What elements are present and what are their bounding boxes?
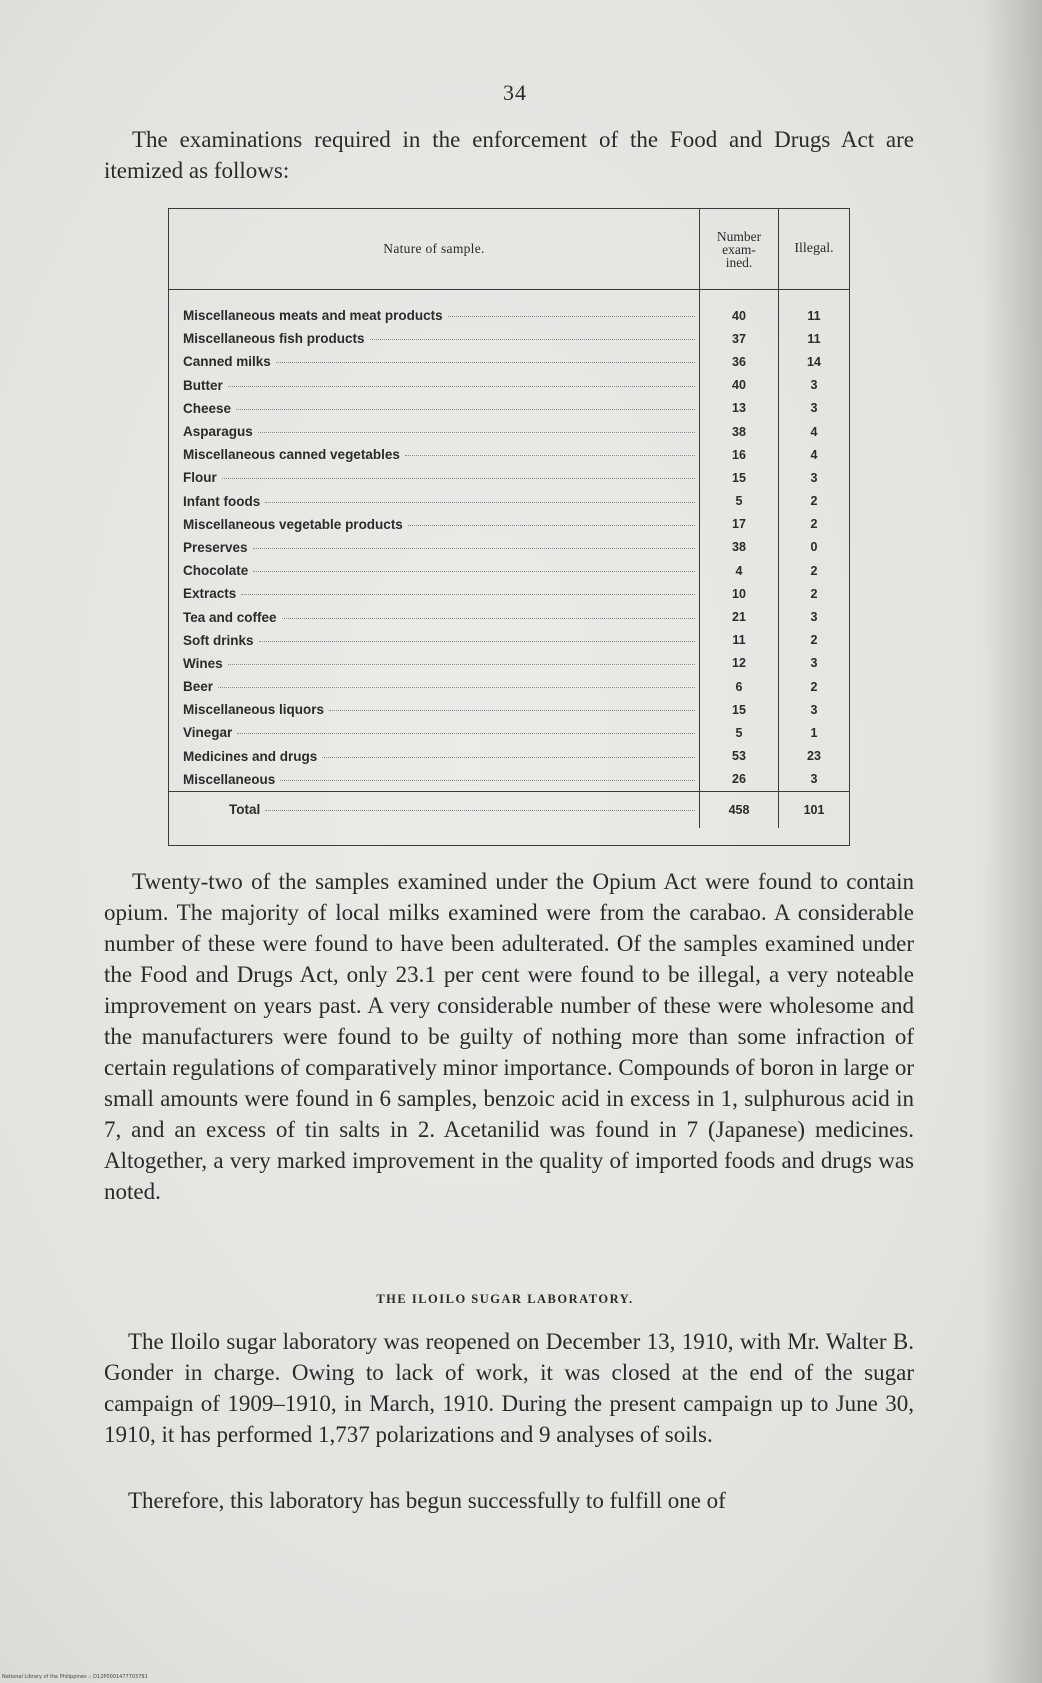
dot-leader	[448, 316, 695, 317]
number-examined-cell: 38	[700, 420, 779, 443]
illegal-cell: 2	[779, 582, 850, 605]
intro-paragraph: The examinations required in the enforcement of the Food and Drugs Act are itemized as follows:	[104, 127, 914, 183]
header-number-examined	[700, 209, 779, 290]
sample-name-cell	[169, 374, 700, 397]
number-examined-cell: 15	[700, 698, 779, 721]
illegal-cell: 2	[779, 675, 850, 698]
dot-leader	[265, 502, 695, 503]
sample-name: Flour	[183, 470, 217, 486]
sample-name-cell	[169, 629, 700, 652]
dot-leader	[370, 339, 695, 340]
number-examined-cell: 40	[700, 374, 779, 397]
sample-name-cell	[169, 397, 700, 420]
dot-leader	[408, 525, 695, 526]
table-row	[169, 721, 849, 744]
dot-leader	[218, 687, 695, 688]
total-label: Total	[229, 802, 261, 818]
table-row	[169, 536, 849, 559]
number-examined-cell: 37	[700, 327, 779, 350]
opium-act-paragraph: Twenty-two of the samples examined under the Opium Act were found to contain opium. The majority of local milks examined were from the carabao. A considerable number of these were found to have been adulterated. Of the samples examined under the Food and Drugs Act, only 23.1 per cent were found to be illegal, a very noteable improvement on years past. A very considerable number of these were wholesome and the manufacturers were found to be guilty of nothing more than some infraction of certain regulations of comparatively minor importance. Compounds of boron in large or small amounts were found in 6 samples, benzoic acid in excess in 1, sulphurous acid in 7, and an excess of tin salts in 2. Acetanilid was found in 7 (Japanese) medicines. Altogether, a very marked improvement in the quality of imported foods and drugs was noted.	[104, 869, 914, 1204]
number-examined-cell: 12	[700, 652, 779, 675]
sample-name-cell	[169, 443, 700, 466]
sample-name-cell	[169, 745, 700, 768]
illegal-cell: 1	[779, 721, 850, 744]
sample-name: Extracts	[183, 586, 237, 602]
illegal-cell: 3	[779, 397, 850, 420]
total-number: 458	[700, 791, 779, 828]
archive-footer-tag: National Library of the Philippines :: D12P0001477703791	[2, 1674, 148, 1680]
illegal-cell: 2	[779, 629, 850, 652]
number-examined-cell: 5	[700, 721, 779, 744]
dot-leader	[258, 432, 695, 433]
total-illegal: 101	[779, 791, 850, 828]
dot-leader	[322, 757, 695, 758]
dot-leader	[228, 386, 695, 387]
number-examined-cell: 5	[700, 490, 779, 513]
illegal-cell: 11	[779, 290, 850, 328]
table-row	[169, 559, 849, 582]
header-illegal: Illegal.	[779, 209, 850, 290]
number-examined-cell: 40	[700, 290, 779, 328]
dot-leader	[265, 810, 695, 811]
sample-name: Butter	[183, 377, 223, 393]
dot-leader	[405, 455, 695, 456]
table-header-row	[169, 209, 849, 290]
dot-leader	[329, 710, 695, 711]
sample-name-cell	[169, 721, 700, 744]
header-nature-of-sample: Nature of sample.	[169, 209, 700, 290]
sample-name-cell	[169, 559, 700, 582]
sample-name-cell	[169, 768, 700, 792]
sample-name: Miscellaneous	[183, 771, 276, 787]
dot-leader	[253, 548, 695, 549]
sample-name-cell	[169, 290, 700, 328]
total-label-cell	[169, 791, 700, 828]
table-row	[169, 490, 849, 513]
table-row	[169, 443, 849, 466]
sample-name: Beer	[183, 679, 214, 695]
sample-name-cell	[169, 327, 700, 350]
number-examined-cell: 13	[700, 397, 779, 420]
illegal-cell: 3	[779, 466, 850, 489]
dot-leader	[282, 618, 695, 619]
sample-name-cell	[169, 652, 700, 675]
sample-name: Chocolate	[183, 563, 249, 579]
page-edge-shadow	[982, 0, 1042, 1683]
header-number-examined-label: Number exam- ined.	[716, 228, 762, 270]
dot-leader	[237, 733, 695, 734]
sample-name: Wines	[183, 655, 223, 671]
table-row	[169, 350, 849, 373]
illegal-cell: 3	[779, 652, 850, 675]
number-examined-cell: 6	[700, 675, 779, 698]
illegal-cell: 3	[779, 768, 850, 792]
illegal-cell: 2	[779, 559, 850, 582]
dot-leader	[222, 478, 695, 479]
table-row	[169, 420, 849, 443]
table-row	[169, 675, 849, 698]
table-row	[169, 652, 849, 675]
examinations-table	[168, 208, 850, 846]
illegal-cell: 0	[779, 536, 850, 559]
number-examined-cell: 53	[700, 745, 779, 768]
sample-name: Preserves	[183, 539, 248, 555]
table-row	[169, 290, 849, 328]
number-examined-cell: 38	[700, 536, 779, 559]
sample-name: Medicines and drugs	[183, 748, 318, 764]
illegal-cell: 2	[779, 513, 850, 536]
table-row	[169, 582, 849, 605]
sample-name: Cheese	[183, 400, 232, 416]
illegal-cell: 4	[779, 443, 850, 466]
illegal-cell: 4	[779, 420, 850, 443]
dot-leader	[228, 664, 695, 665]
table-row	[169, 327, 849, 350]
sample-name: Miscellaneous vegetable products	[183, 516, 403, 532]
sample-name-cell	[169, 582, 700, 605]
table-body	[169, 290, 849, 792]
dot-leader	[280, 780, 695, 781]
sample-name: Tea and coffee	[183, 609, 277, 625]
closing-paragraph: Therefore, this laboratory has begun successfully to fulfill one of	[128, 1488, 726, 1513]
table-total-row	[169, 791, 849, 828]
iloilo-laboratory-paragraph: The Iloilo sugar laboratory was reopened on December 13, 1910, with Mr. Walter B. Gonder in charge. Owing to lack of work, it was closed at the end of the sugar campaign of 1909–1910, in March, 1910. During the present campaign up to June 30, 1910, it has performed 1,737 polarizations and 9 analyses of soils.	[104, 1329, 914, 1447]
table-row	[169, 698, 849, 721]
illegal-cell: 11	[779, 327, 850, 350]
sample-name: Canned milks	[183, 354, 271, 370]
dot-leader	[259, 641, 695, 642]
sample-name: Infant foods	[183, 493, 261, 509]
sample-name: Miscellaneous canned vegetables	[183, 447, 400, 463]
table-row	[169, 513, 849, 536]
number-examined-cell: 17	[700, 513, 779, 536]
sample-name: Asparagus	[183, 424, 253, 440]
sample-name-cell	[169, 536, 700, 559]
sample-name: Miscellaneous liquors	[183, 702, 325, 718]
section-heading: THE ILOILO SUGAR LABORATORY.	[376, 1292, 634, 1306]
number-examined-cell: 21	[700, 605, 779, 628]
dot-leader	[241, 594, 695, 595]
table-row	[169, 397, 849, 420]
number-examined-cell: 16	[700, 443, 779, 466]
number-examined-cell: 36	[700, 350, 779, 373]
sample-name-cell	[169, 466, 700, 489]
table-row	[169, 466, 849, 489]
table-row	[169, 745, 849, 768]
illegal-cell: 3	[779, 605, 850, 628]
sample-name: Soft drinks	[183, 632, 254, 648]
table-row	[169, 605, 849, 628]
number-examined-cell: 4	[700, 559, 779, 582]
number-examined-cell: 26	[700, 768, 779, 792]
sample-name-cell	[169, 675, 700, 698]
sample-name: Miscellaneous meats and meat products	[183, 308, 443, 324]
illegal-cell: 23	[779, 745, 850, 768]
illegal-cell: 3	[779, 698, 850, 721]
sample-name-cell	[169, 513, 700, 536]
table-row	[169, 629, 849, 652]
sample-name-cell	[169, 605, 700, 628]
table-row	[169, 768, 849, 792]
number-examined-cell: 11	[700, 629, 779, 652]
illegal-cell: 3	[779, 374, 850, 397]
sample-name: Miscellaneous fish products	[183, 331, 365, 347]
sample-name-cell	[169, 490, 700, 513]
sample-name-cell	[169, 698, 700, 721]
table-row	[169, 374, 849, 397]
illegal-cell: 2	[779, 490, 850, 513]
sample-name: Vinegar	[183, 725, 233, 741]
sample-name-cell	[169, 420, 700, 443]
dot-leader	[253, 571, 695, 572]
number-examined-cell: 10	[700, 582, 779, 605]
page-number: 34	[503, 80, 527, 105]
illegal-cell: 14	[779, 350, 850, 373]
dot-leader	[236, 409, 695, 410]
sample-name-cell	[169, 350, 700, 373]
number-examined-cell: 15	[700, 466, 779, 489]
dot-leader	[276, 362, 695, 363]
